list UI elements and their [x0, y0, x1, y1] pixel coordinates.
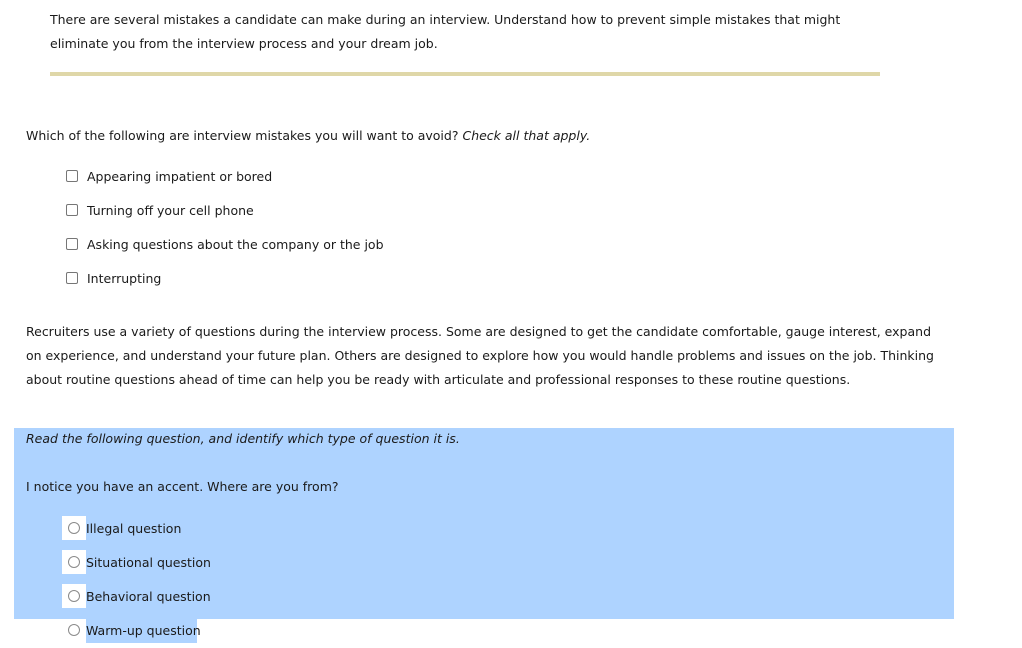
checkbox[interactable]: [66, 170, 78, 182]
radio-label: Behavioral question: [86, 588, 211, 604]
checkbox[interactable]: [66, 272, 78, 284]
question-2-instruction: Read the following question, and identify which type of question it is.: [26, 431, 460, 446]
radio-label: Warm-up question: [86, 622, 201, 638]
checkbox-label: Turning off your cell phone: [87, 202, 254, 218]
radio-label: Illegal question: [86, 520, 182, 536]
radio-option-1[interactable]: [62, 516, 181, 540]
radio-label: Situational question: [86, 554, 211, 570]
checkbox-option-3[interactable]: [66, 234, 384, 254]
radio-option-2[interactable]: [62, 550, 211, 574]
checkbox[interactable]: [66, 238, 78, 250]
radio-option-4[interactable]: [62, 618, 201, 642]
question-1-prompt: [26, 126, 590, 146]
checkbox-label: Appearing impatient or bored: [87, 168, 273, 184]
checkbox-option-2[interactable]: [66, 200, 254, 220]
radio-button[interactable]: [68, 590, 80, 602]
checkbox-option-1[interactable]: [66, 166, 272, 186]
question-1-instruction: Check all that apply.: [462, 128, 591, 143]
checkbox[interactable]: [66, 204, 78, 216]
question-2-prompt: I notice you have an accent. Where are you from?: [26, 479, 339, 494]
radio-button[interactable]: [68, 556, 80, 568]
checkbox-label: Interrupting: [87, 270, 162, 286]
section-divider: [50, 72, 880, 76]
radio-button[interactable]: [68, 522, 80, 534]
checkbox-label: Asking questions about the company or the job: [87, 236, 384, 252]
question-1-text: Which of the following are interview mistakes you will want to avoid?: [26, 128, 459, 143]
intro-text: There are several mistakes a candidate can make during an interview. Understand how to prevent simple mistakes that might eliminate you from the interview process and your dream job.: [50, 12, 841, 51]
radio-button[interactable]: [68, 624, 80, 636]
checkbox-option-4[interactable]: [66, 268, 161, 288]
radio-option-3[interactable]: [62, 584, 211, 608]
info-paragraph: Recruiters use a variety of questions during the interview process. Some are designed to get the candidate comfortable, gauge interest, expand on experience, and understand your future plan. Others are designed to explore how you would handle problems and issues on the job. Thinking about routine questions ahead of time can help you be ready with articulate and professional responses to these routine questions.: [26, 324, 934, 387]
